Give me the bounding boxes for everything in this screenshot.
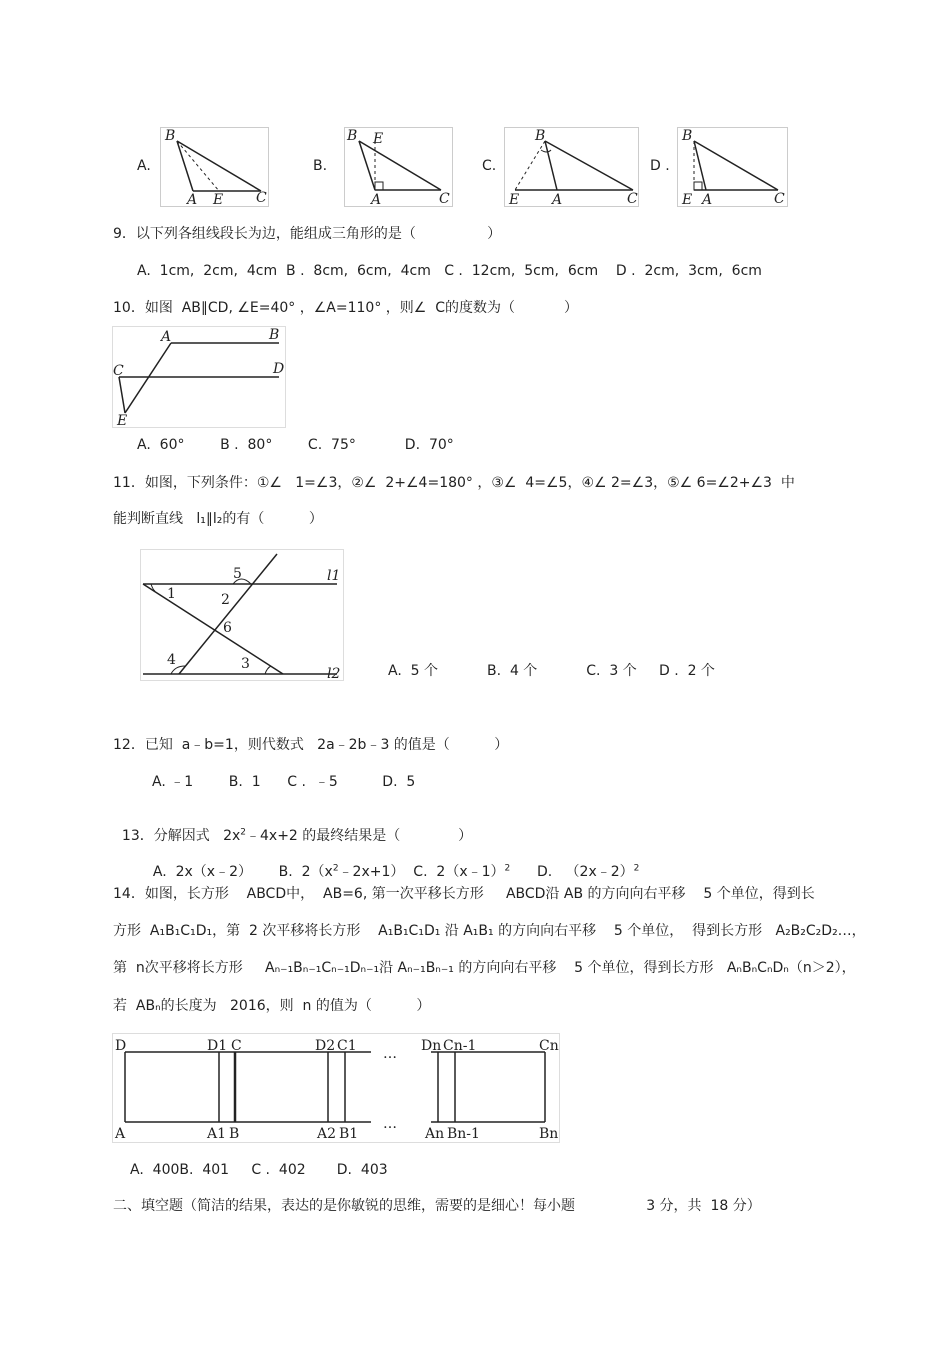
fig-label: C: [231, 1038, 242, 1054]
q14-line1: 14．如图，长方形 ABCD中， AB=6, 第一次平移长方形 ABCD沿 AB 的方向向右平移 5 个单位，得到长: [113, 886, 815, 902]
q14-line4: 若 ABₙ的长度为 2016，则 n 的值为（ ）: [113, 998, 431, 1014]
fig-label: B1: [339, 1126, 359, 1142]
fig-label: C: [439, 191, 450, 206]
q13-options: [144, 848, 639, 880]
fig-label: E: [373, 131, 384, 147]
q8-option-c-label: C.: [482, 158, 497, 174]
q11-options: A. 5 个 B. 4 个 C. 3 个 D . 2 个: [388, 663, 715, 679]
fig-label: 6: [223, 620, 232, 636]
fig-label: A: [161, 329, 172, 345]
q14-options: A. 400B. 401 C . 402 D. 403: [130, 1162, 388, 1178]
fig-label: B: [535, 128, 546, 144]
fig-label: 5: [233, 566, 242, 582]
fig-label: B: [165, 128, 176, 144]
q10-options: A. 60° B . 80° C. 75° D. 70°: [137, 437, 454, 453]
q14-line2: 方形 A₁B₁C₁D₁，第 2 次平移将长方形 A₁B₁C₁D₁ 沿 A₁B₁ 的方向向右平移 5 个单位， 得到长方形 A₂B₂C₂D₂…，: [113, 923, 866, 939]
q13-options-a: A. 2x（x﹣2） B. 2（x: [152, 864, 333, 880]
q8-option-d-label: D .: [650, 158, 670, 174]
fig-label: A: [371, 192, 382, 206]
fig-label: An: [425, 1126, 445, 1142]
q8-figure-a: [160, 127, 269, 207]
fig-label: C: [627, 191, 638, 206]
fig-label: 2: [221, 592, 230, 608]
fig-label: B: [682, 128, 693, 144]
fig-label: A: [115, 1126, 126, 1142]
fig-label: E: [682, 192, 693, 206]
fig-label: …: [383, 1116, 397, 1132]
q11-stem-line1: 11．如图，下列条件：①∠ 1=∠3，②∠ 2+∠4=180° ，③∠ 4=∠5，④∠ 2=∠3，⑤∠ 6=∠2+∠3 中: [113, 475, 795, 491]
q8-figure-b: [344, 127, 453, 207]
fig-label: D: [273, 361, 285, 377]
q13-stem-pre: 13．分解因式 2x: [121, 828, 241, 844]
fig-label: C: [774, 191, 785, 206]
fig-label: Bn-1: [447, 1126, 480, 1142]
fig-label: D1: [207, 1038, 228, 1054]
fig-label: A: [187, 192, 198, 206]
fig-label: 3: [241, 656, 250, 672]
section2-heading: 二、填空题（简洁的结果，表达的是你敏锐的思维，需要的是细心！每小题 3 分，共 18 分）: [113, 1198, 761, 1214]
q8-option-b-label: B.: [313, 158, 328, 174]
q10-stem: 10．如图 AB∥CD, ∠E=40° ，∠A=110° ，则∠ C的度数为（ ）: [113, 300, 578, 316]
fig-label: D: [115, 1038, 127, 1054]
fig-label: l2: [327, 666, 341, 680]
fig-label: B: [347, 128, 358, 144]
q9-options: A. 1cm, 2cm, 4cm B . 8cm, 6cm, 4cm C . 12cm, 5cm, 6cm D . 2cm, 3cm, 6cm: [137, 263, 762, 279]
fig-label: Bn: [539, 1126, 559, 1142]
fig-label: B: [269, 327, 280, 343]
fig-label: B: [229, 1126, 240, 1142]
q8-figure-d: [677, 127, 788, 207]
fig-label: Cn: [539, 1038, 559, 1054]
q13-exp2: 2: [504, 863, 511, 874]
fig-label: 1: [167, 586, 176, 602]
fig-label: C: [113, 363, 124, 379]
q8-figure-c: [504, 127, 639, 207]
fig-label: A2: [317, 1126, 337, 1142]
fig-label: 4: [167, 652, 176, 668]
q14-line3: 第 n次平移将长方形 Aₙ₋₁Bₙ₋₁Cₙ₋₁Dₙ₋₁沿 Aₙ₋₁Bₙ₋₁ 的方向向右平移 5 个单位，得到长方形 AₙBₙCₙDₙ（n＞2），: [113, 960, 856, 976]
fig-label: C1: [337, 1038, 357, 1054]
q9-stem: 9．以下列各组线段长为边，能组成三角形的是（ ）: [113, 226, 502, 242]
q12-options: A. ﹣1 B. 1 C . ﹣5 D. 5: [152, 774, 416, 790]
fig-label: A: [702, 192, 713, 206]
q13-options-b: ﹣2x+1） C. 2（x﹣1）: [338, 864, 505, 880]
fig-label: …: [383, 1046, 397, 1062]
fig-label: C: [256, 190, 267, 206]
fig-label: A1: [207, 1126, 227, 1142]
fig-label: E: [509, 192, 520, 206]
q13-stem: [113, 812, 472, 844]
q11-stem-line2: 能判断直线 l₁∥l₂的有（ ）: [113, 511, 323, 527]
q12-stem: 12．已知 a﹣b=1，则代数式 2a﹣2b﹣3 的值是（ ）: [113, 737, 509, 753]
fig-label: Cn-1: [443, 1038, 477, 1054]
q14-figure: [112, 1033, 560, 1143]
q13-stem-post: ﹣4x+2 的最终结果是（ ）: [246, 828, 473, 844]
fig-label: E: [213, 192, 224, 206]
fig-label: D2: [315, 1038, 336, 1054]
fig-label: l1: [327, 568, 341, 584]
q10-figure: [112, 326, 286, 428]
q13-options-c: D. （2x﹣2）: [510, 864, 634, 880]
fig-label: Dn: [421, 1038, 442, 1054]
q13-exp3: 2: [633, 863, 640, 874]
q13-exp1: 2: [332, 863, 339, 874]
fig-label: E: [117, 413, 128, 427]
q11-figure: [140, 549, 344, 681]
fig-label: A: [552, 192, 563, 206]
q13-stem-exp: 2: [240, 827, 246, 838]
q8-option-a-label: A.: [137, 158, 151, 174]
